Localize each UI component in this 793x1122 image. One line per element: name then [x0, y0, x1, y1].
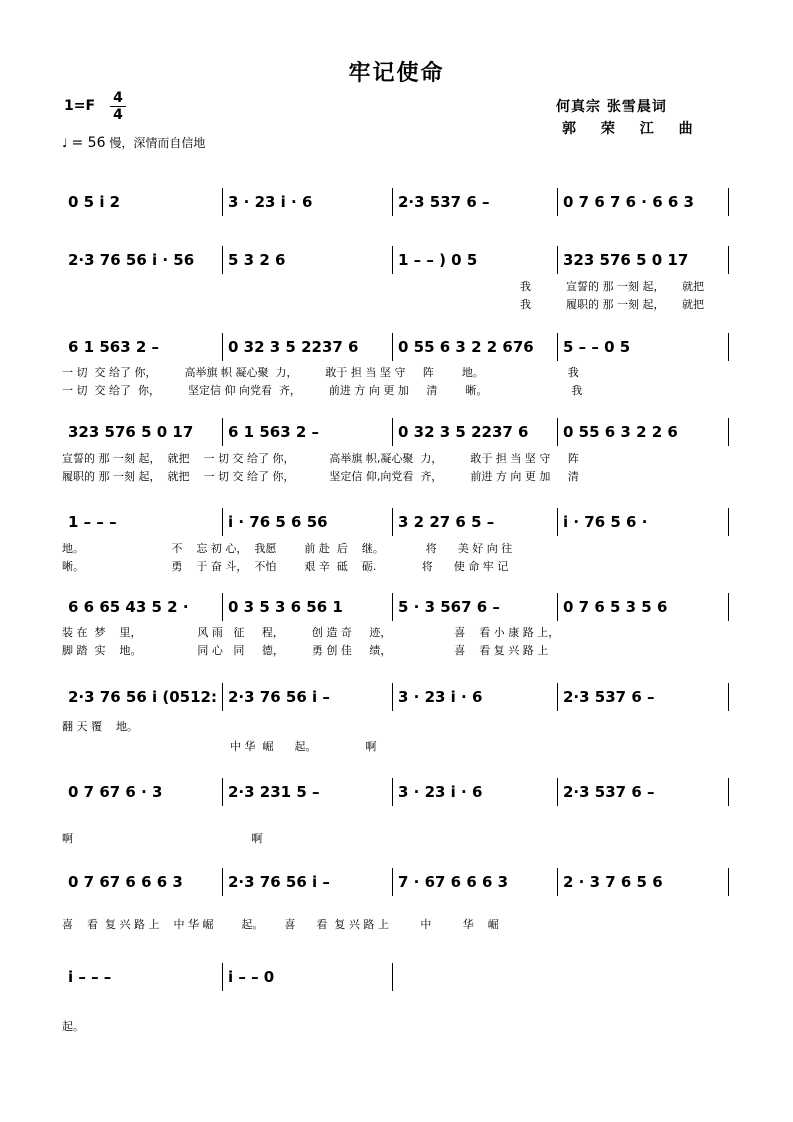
barline — [728, 683, 729, 711]
measure — [557, 955, 734, 999]
barline — [728, 246, 729, 274]
lyric-line: 起。 — [62, 1020, 84, 1033]
lyric-line: 翻 天 覆 地。 — [62, 720, 138, 733]
measure: 3 2 27 6 5 – — [398, 513, 495, 531]
barline — [728, 418, 729, 446]
composer-credit: 郭 荣 江 曲 — [562, 121, 703, 137]
meter-top: 4 — [110, 90, 126, 107]
measure: 7 · 67 6 6 6 3 — [398, 873, 509, 891]
score-row — [62, 955, 728, 999]
tempo-text: 慢，深情而自信地 — [109, 136, 206, 150]
lyric-line: 我 履职的 那 一刻 起， 就把 — [520, 298, 704, 311]
measure: 5 3 2 6 — [228, 251, 286, 269]
measure: 0 5 i 2 — [68, 193, 121, 211]
key-signature: 1=F — [64, 98, 96, 114]
score-row — [62, 410, 728, 454]
measure: i · 76 5 6 56 — [228, 513, 328, 531]
measure: 0 7 6 5 3 5 6 — [563, 598, 668, 616]
measure: 2·3 537 6 – — [563, 688, 655, 706]
score-row — [62, 180, 728, 224]
measure: i – – – — [68, 968, 112, 986]
lyric-line: 一 切 交 给了 你， 高举旗 帜 凝心聚 力， 敢于 担 当 坚 守 阵 地。 我 — [62, 366, 579, 379]
measure: 0 32 3 5 2237 6 — [228, 338, 359, 356]
lyric-line: 脚 踏 实 地。 同 心 同 德， 勇 创 佳 绩， 喜 看 复 兴 路 上 — [62, 644, 549, 657]
lyric-line: 晰。 勇 于 奋 斗， 不怕 艰 辛 砥 砺. 将 使 命 牢 记 — [62, 560, 509, 573]
measure: 0 3 5 3 6 56 1 — [228, 598, 343, 616]
lyric-line: 我 宣誓的 那 一刻 起， 就把 — [520, 280, 704, 293]
measure: 2·3 537 6 – — [563, 783, 655, 801]
measure: 0 7 6 7 6 · 6 6 3 — [563, 193, 694, 211]
barline — [728, 508, 729, 536]
measure: 6 1 563 2 – — [228, 423, 320, 441]
song-title: 牢记使命 — [348, 61, 445, 86]
measure: 3 · 23 i · 6 — [398, 688, 483, 706]
barline — [728, 188, 729, 216]
lyric-line: 中 华 崛 起。 啊 — [230, 740, 377, 753]
time-signature — [110, 90, 126, 123]
measure: 5 · 3 567 6 – — [398, 598, 500, 616]
score-row — [62, 325, 728, 369]
score-row — [62, 770, 728, 814]
lyric-line: 地。 不 忘 初 心， 我愿 前 赴 后 继。 将 美 好 向 往 — [62, 542, 513, 555]
measure: 3 · 23 i · 6 — [228, 193, 313, 211]
barline — [728, 868, 729, 896]
measure — [392, 955, 563, 999]
lyricist-credit: 何真宗 张雪晨词 — [556, 99, 667, 115]
measure: 323 576 5 0 17 — [68, 423, 194, 441]
barline — [728, 593, 729, 621]
measure: 2·3 76 56 i – — [228, 688, 330, 706]
measure: i – – 0 — [228, 968, 275, 986]
measure: 2·3 76 56 i – — [228, 873, 330, 891]
measure: i · 76 5 6 · — [563, 513, 648, 531]
score-row — [62, 860, 728, 904]
quarter-note-icon: ♩ — [62, 136, 68, 150]
measure: 323 576 5 0 17 — [563, 251, 689, 269]
meter-bottom: 4 — [113, 107, 123, 123]
measure: 2·3 76 56 i · 56 — [68, 251, 195, 269]
measure: 5 – – 0 5 — [563, 338, 631, 356]
lyric-line: 一 切 交 给了 你， 坚定信 仰 向党看 齐， 前进 方 向 更 加 清 晰。 我 — [62, 384, 583, 397]
measure: 1 – – – — [68, 513, 117, 531]
barline — [728, 333, 729, 361]
tempo-marking — [62, 134, 205, 151]
measure: 0 7 67 6 6 6 3 — [68, 873, 183, 891]
tempo-value: = 56 — [71, 135, 106, 151]
score-row — [62, 585, 728, 629]
lyric-line: 宣誓的 那 一刻 起， 就把 一 切 交 给了 你， 高举旗 帜,凝心聚 力， 敢于 担 当 坚 守 阵 — [62, 452, 579, 465]
barline — [728, 778, 729, 806]
measure: 0 32 3 5 2237 6 — [398, 423, 529, 441]
measure: 2·3 537 6 – — [398, 193, 490, 211]
measure: 3 · 23 i · 6 — [398, 783, 483, 801]
measure: 6 1 563 2 – — [68, 338, 160, 356]
measure: 1 – – ) 0 5 — [398, 251, 478, 269]
measure: 0 55 6 3 2 2 6 — [563, 423, 678, 441]
measure: 0 55 6 3 2 2 676 — [398, 338, 534, 356]
measure: 2·3 231 5 – — [228, 783, 320, 801]
measure: 2·3 76 56 i (0512: — [68, 688, 217, 706]
score-row — [62, 238, 728, 282]
measure: 2 · 3 7 6 5 6 — [563, 873, 663, 891]
lyric-line: 履职的 那 一刻 起， 就把 一 切 交 给了 你， 坚定信 仰,向党看 齐， 前进 方 向 更 加 清 — [62, 470, 579, 483]
measure: 6 6 65 43 5 2 · — [68, 598, 189, 616]
score-row — [62, 500, 728, 544]
lyric-line: 啊 啊 — [62, 832, 263, 845]
measure: 0 7 67 6 · 3 — [68, 783, 163, 801]
lyric-line: 装 在 梦 里， 风 雨 征 程， 创 造 奇 迹， 喜 看 小 康 路 上， — [62, 626, 560, 639]
score-row — [62, 675, 728, 719]
lyric-line: 喜 看 复 兴 路 上 中 华 崛 起。 喜 看 复 兴 路 上 中 华 崛 — [62, 918, 499, 931]
